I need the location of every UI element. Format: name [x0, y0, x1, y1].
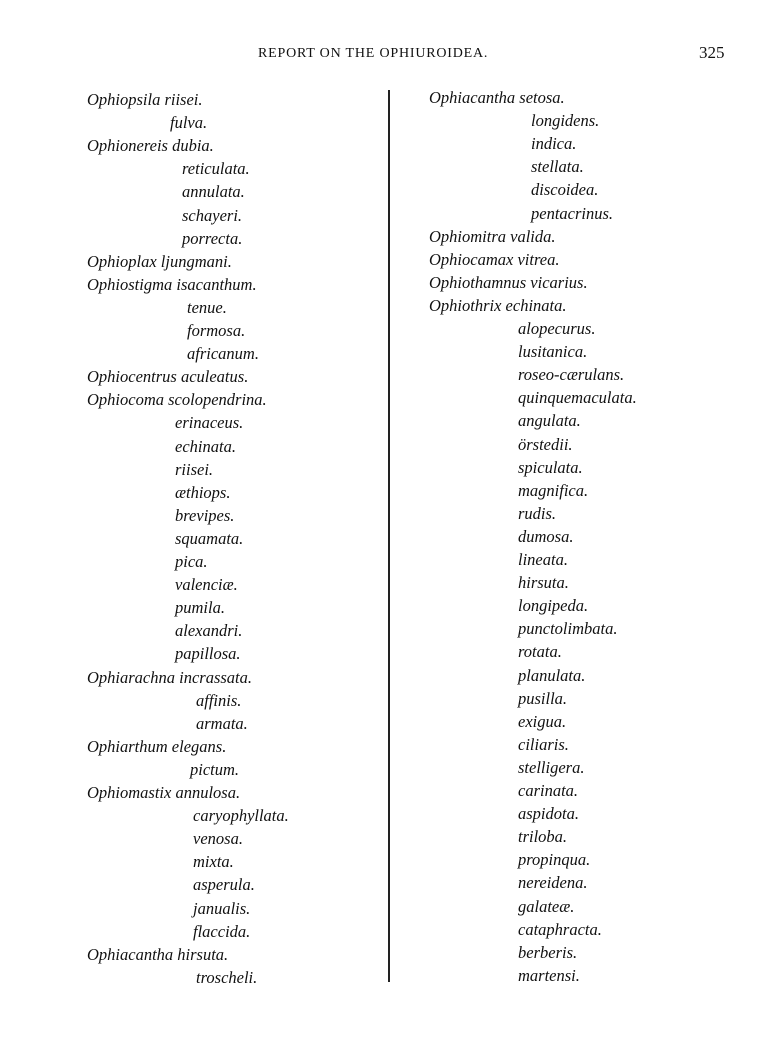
- genus-name: Ophiomitra: [429, 226, 511, 246]
- species-entry: [193, 831, 243, 848]
- species-entry: [175, 436, 236, 456]
- species-entry: [87, 736, 227, 756]
- species-entry: [87, 138, 214, 155]
- genus-name: Ophiopsila: [87, 90, 165, 109]
- species-entry: [531, 182, 598, 199]
- species-name: nereidena.: [518, 873, 588, 893]
- species-name: propinqua.: [518, 850, 591, 870]
- species-entry: [87, 392, 267, 409]
- species-name: valenciæ.: [175, 575, 238, 595]
- species-name: quinquemaculata.: [518, 388, 637, 408]
- species-name: elegans.: [171, 736, 227, 756]
- species-entry: [518, 875, 588, 892]
- species-entry: [87, 274, 257, 294]
- species-entry: [193, 854, 234, 871]
- species-name: ciliaris.: [518, 734, 569, 754]
- genus-name: Ophiocamax: [429, 249, 518, 269]
- species-entry: [175, 528, 244, 548]
- species-entry: [518, 688, 568, 708]
- species-name: vitrea.: [517, 249, 560, 269]
- species-name: aculeatus.: [180, 367, 249, 387]
- species-entry: [429, 295, 567, 315]
- species-entry: [175, 482, 231, 502]
- species-name: echinata.: [175, 436, 236, 456]
- genus-name: Ophiarthum: [87, 736, 172, 756]
- species-name: squamata.: [175, 528, 244, 548]
- species-name: pictum.: [190, 759, 240, 779]
- species-name: triloba.: [518, 827, 568, 847]
- species-entry: [175, 459, 214, 479]
- species-name: cataphracta.: [518, 919, 602, 939]
- species-name: pusilla.: [518, 688, 568, 708]
- species-entry: [518, 413, 581, 430]
- species-entry: [518, 480, 589, 500]
- species-name: lineata.: [518, 550, 568, 569]
- genus-name: Ophiacantha: [429, 88, 520, 107]
- species-entry: [175, 600, 225, 617]
- species-name: troscheli.: [196, 967, 258, 987]
- species-entry: [182, 184, 245, 201]
- species-name: pica.: [175, 552, 208, 571]
- species-entry: [187, 323, 245, 340]
- species-entry: [518, 390, 637, 407]
- species-entry: [187, 346, 259, 363]
- species-name: martensi.: [518, 965, 580, 985]
- species-name: pentacrinus.: [531, 203, 614, 223]
- species-name: berberis.: [518, 942, 578, 962]
- species-entry: [182, 161, 250, 178]
- species-entry: [190, 759, 240, 779]
- species-name: rotata.: [518, 642, 562, 662]
- species-name: discoidea.: [531, 180, 599, 200]
- species-entry: [518, 644, 562, 661]
- species-entry: [518, 783, 578, 800]
- species-entry: [518, 896, 575, 916]
- species-entry: [518, 806, 579, 823]
- page-header-title: REPORT ON THE OPHIUROIDEA.: [258, 46, 489, 61]
- species-entry: [518, 457, 583, 477]
- species-entry: [175, 577, 238, 594]
- species-name: longidens.: [531, 111, 600, 131]
- species-name: annulata.: [182, 182, 245, 202]
- species-entry: [531, 159, 584, 176]
- species-name: caryophyllata.: [193, 806, 289, 826]
- species-entry: [87, 369, 248, 386]
- species-entry: [518, 665, 586, 685]
- species-name: incrassata.: [179, 667, 253, 687]
- species-name: scolopendrina.: [168, 390, 267, 410]
- species-name: roseo-cærulans.: [518, 365, 625, 385]
- species-entry: [518, 344, 587, 361]
- genus-name: Ophiostigma: [87, 274, 177, 294]
- species-name: affinis.: [196, 690, 242, 710]
- genus-name: Ophiomastix: [87, 783, 176, 802]
- species-name: alopecurus.: [518, 319, 596, 338]
- species-entry: [175, 646, 241, 663]
- species-name: alexandri.: [175, 621, 243, 641]
- species-entry: [518, 434, 573, 454]
- species-name: formosa.: [187, 321, 246, 340]
- species-entry: [193, 808, 289, 825]
- genus-name: Ophiacantha: [87, 944, 178, 964]
- species-entry: [182, 228, 243, 248]
- species-entry: [182, 205, 243, 225]
- species-entry: [87, 944, 229, 964]
- species-name: armata.: [196, 713, 248, 733]
- species-name: venosa.: [193, 829, 243, 849]
- species-entry: [193, 921, 251, 941]
- page-number: 325: [699, 43, 725, 62]
- species-entry: [87, 92, 203, 109]
- species-name: valida.: [510, 226, 556, 246]
- species-entry: [518, 621, 617, 638]
- species-name: papillosa.: [175, 644, 241, 664]
- species-entry: [196, 690, 242, 710]
- species-entry: [175, 623, 242, 640]
- species-name: riisei.: [175, 459, 214, 479]
- species-name: mixta.: [193, 852, 234, 872]
- species-name: erinaceus.: [175, 413, 244, 433]
- species-entry: [87, 251, 232, 271]
- species-name: pumila.: [175, 598, 225, 618]
- species-name: longipeda.: [518, 596, 589, 616]
- species-name: exigua.: [518, 711, 567, 731]
- species-entry: [531, 136, 576, 153]
- genus-name: Ophionereis: [87, 136, 173, 156]
- species-name: schayeri.: [182, 205, 243, 225]
- species-entry: [518, 852, 590, 869]
- species-entry: [429, 90, 565, 107]
- genus-name: Ophiocentrus: [87, 367, 181, 387]
- species-name: reticulata.: [182, 159, 250, 179]
- species-entry: [193, 877, 255, 894]
- species-entry: [518, 552, 568, 569]
- species-name: janualis.: [193, 898, 251, 918]
- species-name: flaccida.: [193, 921, 251, 941]
- species-entry: [531, 113, 599, 130]
- genus-name: Ophiocoma: [87, 390, 169, 410]
- species-entry: [518, 575, 569, 592]
- species-entry: [518, 829, 567, 846]
- species-name: galateæ.: [518, 896, 575, 916]
- species-name: ljungmani.: [160, 251, 232, 271]
- species-name: indica.: [531, 134, 577, 154]
- species-name: tenue.: [187, 297, 227, 317]
- species-entry: [196, 967, 258, 987]
- genus-name: Ophiothamnus: [429, 272, 531, 292]
- species-entry: [175, 415, 243, 432]
- species-entry: [187, 297, 227, 317]
- species-entry: [193, 898, 251, 918]
- species-entry: [429, 272, 588, 292]
- species-name: stellata.: [531, 157, 584, 177]
- species-entry: [518, 526, 574, 546]
- species-entry: [87, 785, 240, 802]
- species-name: porrecta.: [182, 228, 243, 248]
- species-name: rudis.: [518, 503, 557, 523]
- species-entry: [518, 503, 557, 523]
- species-name: stelligera.: [518, 757, 585, 777]
- species-name: isacanthum.: [176, 274, 257, 294]
- species-name: annulosa.: [175, 783, 241, 802]
- species-entry: [518, 942, 578, 962]
- species-name: setosa.: [519, 88, 565, 107]
- column-divider: [388, 90, 390, 982]
- species-name: örstedii.: [518, 434, 573, 454]
- genus-name: Ophiothrix: [429, 295, 506, 315]
- species-entry: [175, 554, 208, 571]
- species-name: brevipes.: [175, 505, 235, 525]
- species-name: vicarius.: [530, 272, 588, 292]
- species-name: africanum.: [187, 344, 259, 364]
- species-entry: [429, 226, 556, 246]
- species-entry: [170, 115, 207, 132]
- species-entry: [518, 919, 602, 939]
- species-name: angulata.: [518, 411, 581, 431]
- species-name: aspidota.: [518, 804, 579, 824]
- species-entry: [518, 734, 569, 754]
- species-name: hirsuta.: [177, 944, 229, 964]
- species-name: hirsuta.: [518, 573, 569, 593]
- species-entry: [518, 711, 567, 731]
- species-entry: [196, 713, 248, 733]
- species-name: spiculata.: [518, 457, 583, 477]
- species-entry: [518, 757, 585, 777]
- species-name: lusitanica.: [518, 342, 588, 362]
- species-name: magnifica.: [518, 480, 589, 500]
- species-name: dumosa.: [518, 526, 574, 546]
- species-entry: [87, 667, 253, 687]
- species-name: asperula.: [193, 875, 255, 895]
- species-name: æthiops.: [175, 482, 231, 502]
- species-entry: [518, 598, 588, 615]
- species-entry: [531, 203, 614, 223]
- species-entry: [518, 367, 624, 384]
- species-entry: [175, 505, 235, 525]
- species-name: punctolimbata.: [518, 619, 618, 639]
- species-name: dubia.: [172, 136, 214, 156]
- species-name: planulata.: [518, 665, 586, 685]
- species-name: fulva.: [170, 113, 208, 133]
- species-name: riisei.: [164, 90, 203, 109]
- genus-name: Ophiarachna: [87, 667, 180, 687]
- genus-name: Ophioplax: [87, 251, 161, 271]
- species-entry: [429, 249, 560, 269]
- species-name: echinata.: [505, 295, 567, 315]
- species-entry: [518, 965, 580, 985]
- species-entry: [518, 321, 595, 338]
- species-name: carinata.: [518, 781, 579, 800]
